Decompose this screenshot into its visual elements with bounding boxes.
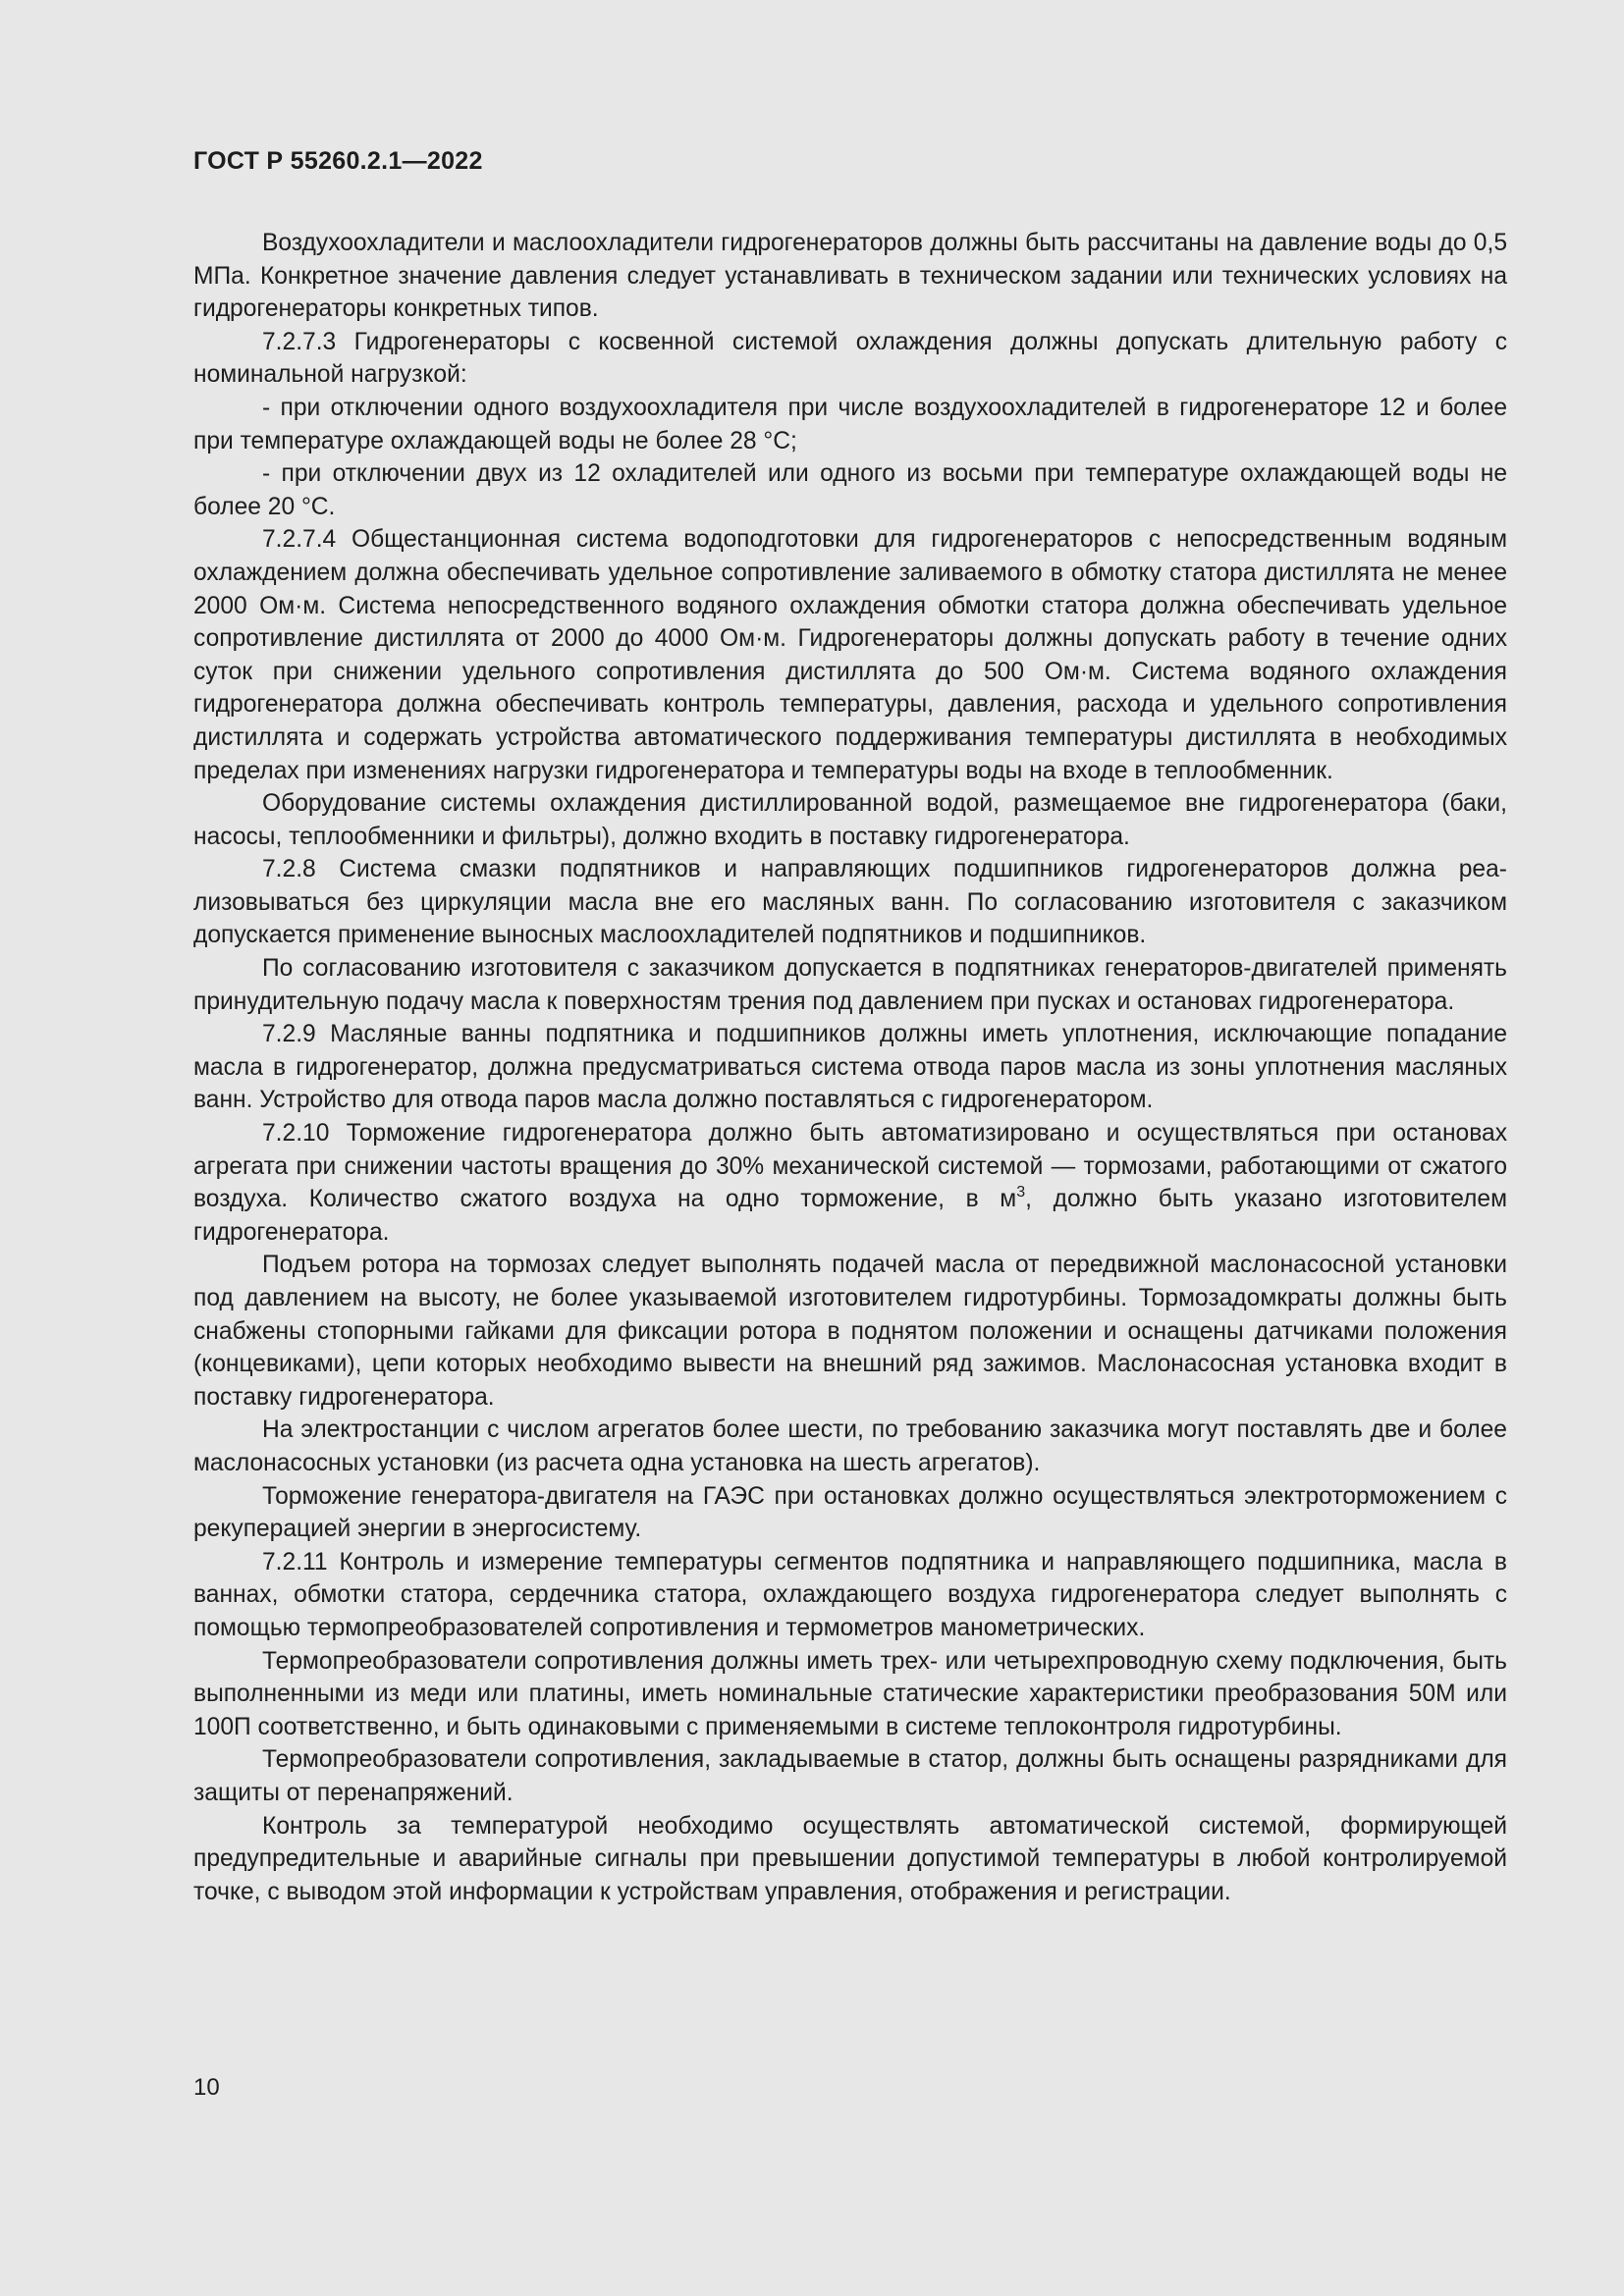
paragraph: 7.2.11 Контроль и измерение температуры сегментов подпятника и направляющего подшипника, масла в ваннах, обмотки статора, сердечника статора, охлаждающего воздуха гидрогенератора следует выполнять с помощью термопреобразователей сопротивления и термометров манометрических. (193, 1548, 1507, 1641)
paragraph: Термопреобразователи сопротивления, закладываемые в статор, должны быть оснащены разрядниками для защиты от перенапряжений. (193, 1746, 1507, 1806)
paragraph: 7.2.8 Система смазки подпятников и направляющих подшипников гидрогенераторов должна реализовываться без циркуляции масла вне его масляных ванн. По согласованию изготовителя с заказчиком допускается применение выносных маслоохладителей подпятников и подшипников. (193, 856, 1507, 949)
paragraph-text: 7.2.10 Торможение гидрогенератора должно быть автоматизировано и осуществляться при остановах агрегата при снижении частоты вращения до 30% механической системой — тормозами, работающими от сжатого воздуха. Количество сжатого воздуха на одно торможение, в м (193, 1120, 1507, 1213)
paragraph: Подъем ротора на тормозах следует выполнять подачей масла от передвижной маслонасосной установки под давлением на высоту, не более указываемой изготовителем гидротурбины. Тормозадомкраты должны быть снабжены стопорными гайками для фиксации ротора в поднятом положении и оснащены датчиками положения (концевиками), цепи которых необходимо вывести на внешний ряд зажимов. Маслонасосная установка входит в поставку гидрогенератора. (193, 1252, 1507, 1411)
paragraph: 7.2.7.4 Общестанционная система водоподготовки для гидрогенераторов с непосредственным водяным охлаждением должна обеспечивать удельное сопротивление заливаемого в обмотку статора дистиллята не менее 2000 Ом·м. Система непосредственного водяного охлаждения обмотки статора должна обеспечивать удельное сопротивление дистиллята от 2000 до 4000 Ом·м. Гидрогенераторы должны допускать работу в течение одних суток при снижении удельного сопротивления дистиллята до 500 Ом·м. Система водяного охлаждения гидрогенератора должна обеспечивать контроль температуры, давления, расхода и удельного сопротивления дистиллята и содержать устройства автоматического поддерживания температуры дистиллята в необходимых пределах при изменениях нагрузки гидрогенератора и температуры воды на входе в теплообменник. (193, 526, 1507, 784)
paragraph: - при отключении двух из 12 охладителей или одного из восьми при температуре охлаждающей воды не более 20 °С. (193, 460, 1507, 520)
paragraph: На электростанции с числом агрегатов более шести, по требованию заказчика могут поставлять две и более маслонасосных установки (из расчета одна установка на шесть агрегатов). (193, 1416, 1507, 1476)
paragraph-braking (193, 1117, 1507, 1249)
paragraph: 7.2.9 Масляные ванны подпятника и подшипников должны иметь уплотнения, исключающие попадание масла в гидрогенератор, должна предусматриваться система отвода паров масла из зоны уплотнения масляных ванн. Устройство для отвода паров масла должно поставляться с гидрогенератором. (193, 1021, 1507, 1114)
superscript: 3 (1016, 1184, 1026, 1201)
paragraph: - при отключении одного воздухоохладителя при числе воздухоохладителей в гидрогенераторе 12 и более при температуре охлаждающей воды не более 28 °С; (193, 394, 1507, 454)
document-code-header: ГОСТ Р 55260.2.1—2022 (193, 147, 483, 175)
paragraph: 7.2.7.3 Гидрогенераторы с косвенной системой охлаждения должны допускать длительную работу с номинальной нагрузкой: (193, 328, 1507, 389)
paragraph: Торможение генератора-двигателя на ГАЭС при остановках должно осуществляться электроторможением с рекуперацией энергии в энергосистему. (193, 1482, 1507, 1543)
paragraph: По согласованию изготовителя с заказчиком допускается в подпятниках генераторов-двигателей применять принудительную подачу масла к поверхностям трения под давлением при пусках и остановах гидрогенератора. (193, 955, 1507, 1015)
paragraph: Воздухоохладители и маслоохладители гидрогенераторов должны быть рассчитаны на давление воды до 0,5 МПа. Конкретное значение давления следует устанавливать в техническом задании или технических условиях на гидрогенераторы конкретных типов. (193, 230, 1507, 323)
page-number: 10 (193, 2074, 220, 2101)
paragraph: Контроль за температурой необходимо осуществлять автоматической системой, формирующей предупредительные и аварийные сигналы при превышении допустимой температуры в любой контролируемой точке, с выводом этой информации к устройствам управления, отображения и регистрации. (193, 1812, 1507, 1905)
paragraph-text-tail: , должно быть указано изготовителем гидрогенератора. (193, 1186, 1507, 1246)
document-body (193, 227, 1507, 1908)
paragraph: Оборудование системы охлаждения дистиллированной водой, размещаемое вне гидрогенератора (баки, насосы, теплообменники и фильтры), должно входить в поставку гидрогенератора. (193, 790, 1507, 850)
paragraph: Термопреобразователи сопротивления должны иметь трех- или четырехпроводную схему подключения, быть выполненными из меди или платины, иметь номинальные статические характеристики преобразования 50М или 100П соответственно, и быть одинаковыми с применяемыми в системе теплоконтроля гидротурбины. (193, 1647, 1507, 1740)
